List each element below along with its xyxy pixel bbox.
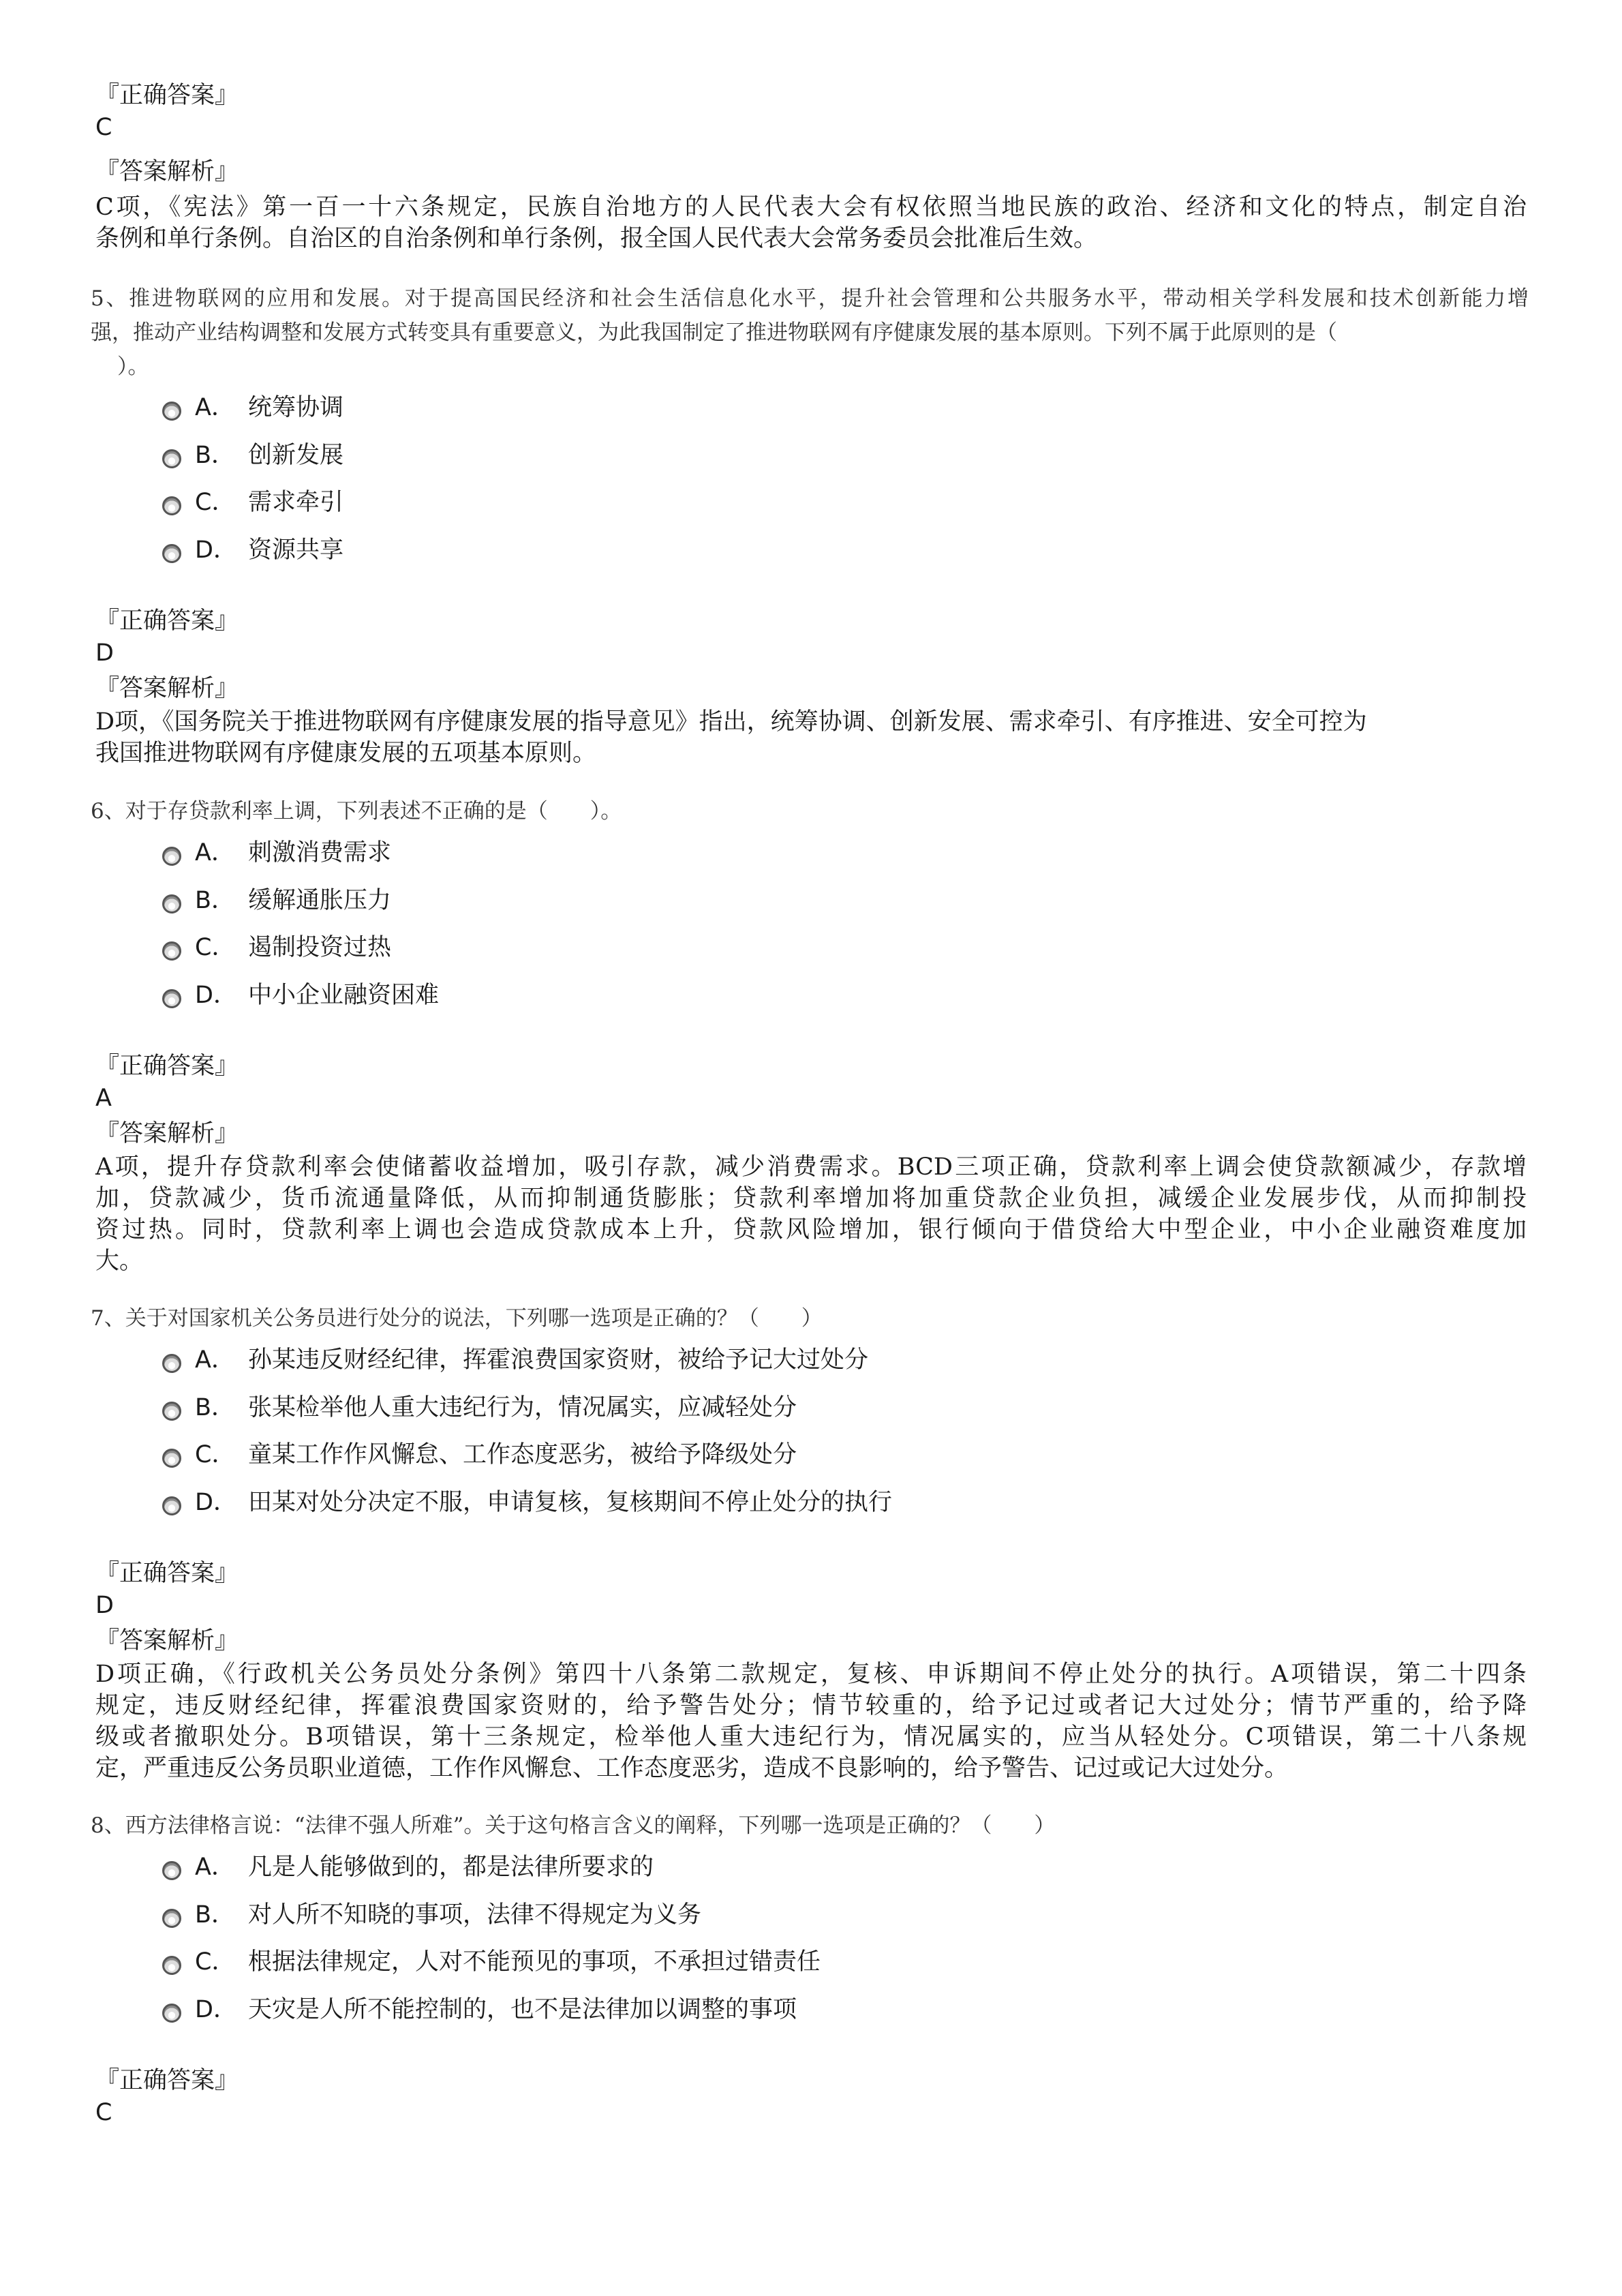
option-b[interactable] — [162, 1389, 797, 1423]
analysis-line: D项，《国务院关于推进物联网有序健康发展的指导意见》指出，统筹协调、创新发展、需求牵引、有序推进、安全可控为 — [95, 708, 1367, 736]
option-text: 张某检举他人重大违纪行为，情况属实，应减轻处分 — [248, 1394, 797, 1421]
option-c[interactable] — [162, 483, 343, 517]
radio-button-icon[interactable] — [162, 2004, 181, 2023]
option-letter: D． — [195, 537, 237, 564]
analysis-text — [95, 706, 1499, 769]
option-b[interactable] — [162, 1896, 701, 1930]
option-text: 创新发展 — [248, 442, 344, 469]
option-letter: B． — [195, 442, 236, 469]
correct-answer-label: 『正确答案』 — [95, 2067, 239, 2094]
radio-button-icon[interactable] — [162, 894, 181, 913]
option-text: 根据法律规定，人对不能预见的事项，不承担过错责任 — [248, 1948, 821, 1976]
option-letter: D． — [195, 1489, 237, 1516]
analysis-line: 规定，违反财经纪律，挥霍浪费国家资财的，给予警告处分；情节较重的，给予记过或者记大过处分；情节严重的，给予降 — [95, 1692, 1527, 1719]
radio-button-icon[interactable] — [162, 449, 181, 468]
radio-button-icon[interactable] — [162, 1449, 181, 1468]
option-letter: B． — [195, 1394, 236, 1421]
analysis-line: A项，提升存贷款利率会使储蓄收益增加，吸引存款，减少消费需求。BCD三项正确，贷款利率上调会使贷款额减少，存款增 — [95, 1153, 1527, 1181]
analysis-line: 级或者撤职处分。B项错误，第十三条规定，检举他人重大违纪行为，情况属实的，应当从轻处分。C项错误，第二十八条规 — [95, 1723, 1527, 1751]
analysis-line: D项正确，《行政机关公务员处分条例》第四十八条第二款规定，复核、申诉期间不停止处分的执行。A项错误，第二十四条 — [95, 1661, 1527, 1688]
question-line: 5、推进物联网的应用和发展。对于提高国民经济和社会生活信息化水平，提升社会管理和公共服务水平，带动相关学科发展和技术创新能力增 — [91, 286, 1529, 311]
option-a[interactable] — [162, 1341, 868, 1375]
analysis-text — [95, 1659, 1527, 1784]
radio-button-icon[interactable] — [162, 1909, 181, 1928]
analysis-line: C项，《宪法》第一百一十六条规定，民族自治地方的人民代表大会有权依照当地民族的政治、经济和文化的特点，制定自治 — [95, 194, 1527, 221]
radio-button-icon[interactable] — [162, 989, 181, 1008]
analysis-label: 『答案解析』 — [95, 1120, 239, 1147]
question-text — [91, 1301, 1529, 1335]
radio-button-icon[interactable] — [162, 496, 181, 515]
correct-answer-label: 『正确答案』 — [95, 607, 239, 635]
option-letter: C． — [195, 1441, 236, 1468]
option-letter: A． — [195, 394, 235, 421]
correct-answer-label: 『正确答案』 — [95, 1560, 239, 1587]
option-text: 天灾是人所不能控制的，也不是法律加以调整的事项 — [248, 1996, 797, 2023]
question-line: 7、关于对国家机关公务员进行处分的说法，下列哪一选项是正确的？（ ） — [91, 1306, 823, 1331]
analysis-line: 条例和单行条例。自治区的自治条例和单行条例，报全国人民代表大会常务委员会批准后生效。 — [95, 225, 1098, 252]
analysis-line: 加，贷款减少，货币流通量降低，从而抑制通货膨胀；贷款利率增加将加重贷款企业负担，减缓企业发展步伐，从而抑制投 — [95, 1185, 1527, 1212]
option-a[interactable] — [162, 1848, 654, 1882]
radio-button-icon[interactable] — [162, 941, 181, 961]
option-a[interactable] — [162, 834, 391, 868]
option-letter: D． — [195, 982, 237, 1009]
option-text: 田某对处分决定不服，申请复核，复核期间不停止处分的执行 — [248, 1489, 893, 1516]
radio-button-icon[interactable] — [162, 1496, 181, 1515]
option-text: 孙某违反财经纪律，挥霍浪费国家资财，被给予记大过处分 — [248, 1346, 869, 1374]
option-letter: D． — [195, 1996, 237, 2023]
option-letter: A． — [195, 1346, 235, 1374]
option-letter: B． — [195, 887, 236, 914]
question-line: 6、对于存贷款利率上调，下列表述不正确的是（ ）。 — [91, 799, 622, 824]
option-letter: B． — [195, 1901, 236, 1929]
option-letter: A． — [195, 1854, 235, 1881]
option-d[interactable] — [162, 1991, 797, 2025]
analysis-line: 我国推进物联网有序健康发展的五项基本原则。 — [95, 740, 597, 767]
option-letter: C． — [195, 934, 236, 961]
option-text: 童某工作作风懈怠、工作态度恶劣，被给予降级处分 — [248, 1441, 797, 1468]
question-text — [91, 1809, 1529, 1843]
radio-button-icon[interactable] — [162, 402, 181, 421]
correct-answer-value: C — [95, 114, 112, 141]
radio-button-icon[interactable] — [162, 1354, 181, 1373]
option-d[interactable] — [162, 1483, 892, 1517]
analysis-label: 『答案解析』 — [95, 1627, 239, 1655]
option-text: 遏制投资过热 — [248, 934, 392, 961]
question-text — [91, 794, 1529, 828]
option-text: 统筹协调 — [248, 394, 344, 421]
analysis-label: 『答案解析』 — [95, 158, 239, 185]
radio-button-icon[interactable] — [162, 1861, 181, 1880]
question-text — [91, 282, 1529, 384]
correct-answer-value: C — [95, 2099, 112, 2126]
correct-answer-value: A — [95, 1085, 112, 1112]
option-d[interactable] — [162, 531, 343, 565]
question-line: ）。 — [96, 354, 149, 379]
correct-answer-value: D — [95, 639, 114, 667]
option-letter: C． — [195, 1948, 236, 1976]
radio-button-icon[interactable] — [162, 544, 181, 563]
option-text: 凡是人能够做到的，都是法律所要求的 — [248, 1854, 654, 1881]
analysis-line: 资过热。同时，贷款利率上调也会造成贷款成本上升，贷款风险增加，银行倾向于借贷给大中型企业，中小企业融资难度加 — [95, 1216, 1527, 1243]
option-text: 缓解通胀压力 — [248, 887, 392, 914]
option-text: 中小企业融资困难 — [248, 982, 440, 1009]
analysis-text — [95, 1151, 1527, 1277]
option-c[interactable] — [162, 1943, 821, 1977]
option-text: 刺激消费需求 — [248, 839, 392, 866]
option-letter: C． — [195, 489, 236, 516]
radio-button-icon[interactable] — [162, 847, 181, 866]
radio-button-icon[interactable] — [162, 1402, 181, 1421]
analysis-line: 定，严重违反公务员职业道德，工作作风懈怠、工作态度恶劣，造成不良影响的，给予警告、记过或记大过处分。 — [95, 1755, 1289, 1782]
option-text: 对人所不知晓的事项，法律不得规定为义务 — [248, 1901, 702, 1929]
question-line: 8、西方法律格言说：“法律不强人所难”。关于这句格言含义的阐释，下列哪一选项是正确的？（ ） — [91, 1813, 1056, 1838]
correct-answer-value: D — [95, 1592, 114, 1619]
option-a[interactable] — [162, 389, 343, 423]
option-text: 资源共享 — [248, 537, 344, 564]
correct-answer-label: 『正确答案』 — [95, 82, 239, 109]
analysis-line: 大。 — [95, 1248, 144, 1275]
analysis-label: 『答案解析』 — [95, 675, 239, 702]
correct-answer-label: 『正确答案』 — [95, 1053, 239, 1080]
option-c[interactable] — [162, 928, 391, 963]
radio-button-icon[interactable] — [162, 1956, 181, 1975]
option-b[interactable] — [162, 436, 343, 470]
option-c[interactable] — [162, 1436, 797, 1470]
option-text: 需求牵引 — [248, 489, 344, 516]
analysis-text — [95, 192, 1527, 254]
option-letter: A． — [195, 839, 235, 866]
option-b[interactable] — [162, 881, 391, 916]
option-d[interactable] — [162, 976, 439, 1010]
question-line: 强，推动产业结构调整和发展方式转变具有重要意义，为此我国制定了推进物联网有序健康发展的基本原则。下列不属于此原则的是（ — [91, 320, 1337, 345]
